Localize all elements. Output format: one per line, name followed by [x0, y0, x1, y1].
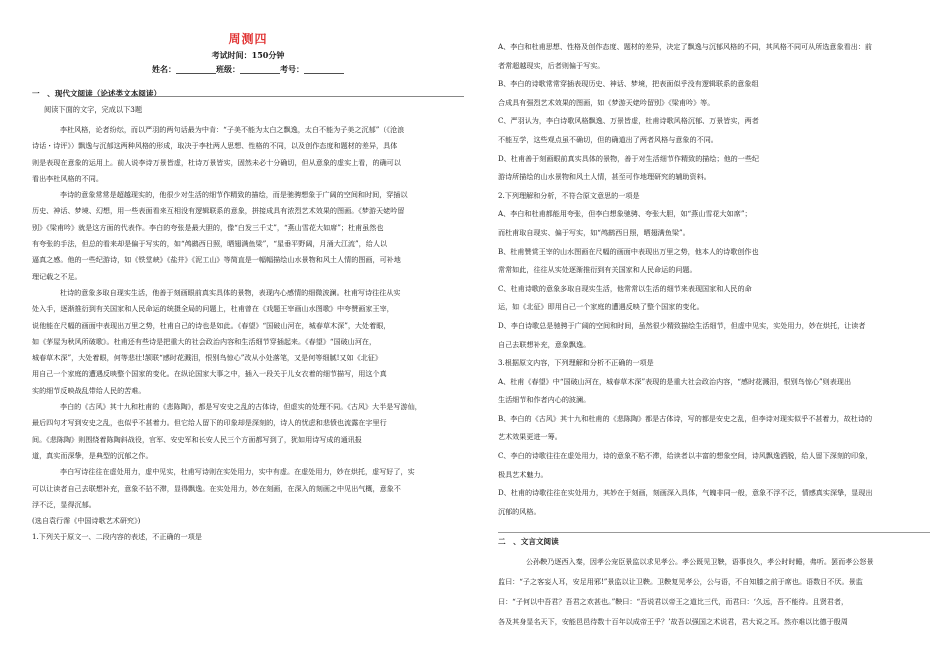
text-line: 处入手，逐渐推衍到有关国家和人民命运的统摄全局的问题上，杜甫曾在《戏题王宰画山水图歌》中夸赞画家王宰，: [32, 304, 394, 314]
text-line: 历史、神话、梦境、幻想，用一些表面看来互相没有逻辑联系的意象，拼接成具有浓烈艺术效果的图画。《梦游天姥吟留: [32, 206, 405, 216]
text-line: 监曰：“子之客妄人耳，安足用邪!”景监以让卫鞅。卫鞅复见孝公，公与语，不自知膝之前于席也。语数日不厌。景监: [498, 577, 863, 586]
section-heading-reading: 一 、现代文阅读（论述类文本阅读）: [32, 89, 162, 98]
text-line: 道，真实而深挚，是典型的沉郁之作。: [32, 450, 153, 460]
text-line: 合成具有强烈艺术效果的图画，如《梦游天姥吟留别》《梁甫吟》等。: [498, 97, 715, 107]
text-line: 间。《悲陈陶》则围绕着陈陶斜战役，官军、安史军和长安人民三个方面都写到了，犹如用诗写成的通讯报: [32, 434, 362, 444]
text-line: 诗话・诗评》）飘逸与沉郁这两种风格的形成，取决于李杜两人思想、性格的不同，以及创作态度和题材的差异，具体: [32, 141, 398, 151]
text-line: 别》《梁甫吟》就是这方面的代表作。李白的夸张是最大胆的，像“白发三千丈”，“燕山雪花大如席”；杜甫虽然也: [32, 222, 384, 232]
text-line: 看出李杜风格的不同。: [32, 173, 103, 183]
text-line: D、杜甫的诗歌往往在实处用力，其妙在于刻画，刻画深入具体，气魄非同一般，意象不浮不泛，情感真实深挚，显现出: [498, 488, 873, 498]
text-line: 用自己一个家庭的遭遇反映整个国家的变化。在纵论国家大事之中，插入一段关于儿女衣着的细节描写，用这个真: [32, 369, 387, 379]
text-line: 不能互学，这些观点虽不确切，但的确道出了两者风格与意象的不同。: [498, 134, 718, 144]
text-line: A、李白和杜甫都能用夸张，但李白想象驰骋、夸张大胆，如“燕山雪花大如席”；: [498, 209, 752, 219]
text-line: 逼真之感。他的一些纪游诗，如《铁堂峡》《盐井》《泥工山》等简直是一幅幅描绘山水景物和风土人情的图画，可补地: [32, 255, 401, 265]
exam-time: 考试时间：150分钟: [211, 50, 285, 60]
text-line: 如《茅屋为秋风所破歌》。杜甫还有些诗是把重大的社会政治内容和生活细节穿插起来。《春望》“国破山河在，: [32, 336, 377, 346]
text-line: 浮不泛，显得沉郁。: [32, 499, 96, 509]
text-line: C、李白的诗歌往往在虚处用力，诗的意象不粘不滞，给读者以丰富的想象空间，诗风飘逸洒脱，给人留下深刻的印象，: [498, 451, 873, 461]
text-line: 则是表现在意象的运用上。前人说李诗万景皆虚，杜诗万景皆实，固然未必十分确切，但从意象的虚实上看，的确可以: [32, 157, 401, 167]
text-line: 李白写诗往往在虚处用力，虚中见实，杜甫写诗则在实处用力，实中有虚。在虚处用力，妙在烘托，虚写好了，实: [60, 467, 415, 477]
text-line: 2.下列理解和分析，不符合原文意思的一项是: [498, 190, 640, 200]
text-line: D、李白诗歌总是驰骋于广阔的空间和时间，虽然很少精致描绘生活细节，但虚中见实，实处用力，妙在烘托，让读者: [498, 320, 866, 330]
text-line: (选自袁行霈《中国诗歌艺术研究》): [32, 516, 141, 526]
text-line: 李诗的意象常常是超越现实的，他很少对生活的细节作精致的描绘，而是驰骋想象于广阔的空间和时间，穿插以: [60, 190, 408, 200]
text-line: 李白的《古风》其十九和杜甫的《悲陈陶》，都是写安史之乱的古体诗，但虚实的处理不同。《古风》大半是写游仙，: [60, 402, 422, 412]
text-line: D、杜甫善于刻画眼前真实具体的景物，善于对生活细节作精致的描绘；他的一些纪: [498, 153, 760, 163]
text-line: 说他能在尺幅的画面中表现出万里之势，杜甫自己的诗也是如此。《春望》“国破山河在，城春草木深”，大处着眼，: [32, 320, 391, 330]
text-line: 各及其身显名天下，安能邑邑待数十百年以成帝王乎？’故吾以强国之术说君，君大说之耳。然亦难以比德于殷周: [498, 617, 848, 626]
text-line: 最后四句才写到安史之乱，也似乎不甚着力。但它给人留下的印象却是深刻的，诗人的忧虑和悲愤也流露在字里行: [32, 418, 387, 428]
intro-text: 阅读下面的文字，完成以下3题: [44, 105, 143, 114]
reading-intro: [44, 103, 464, 116]
paper-title: 周测四: [228, 32, 268, 46]
student-info-line: 姓名：__________班级：__________考号：__________: [152, 64, 344, 74]
text-line: 有夸张的手法，但总的看来却是偏于写实的，如“鸬鹚西日照，晒翅满鱼梁”，“星垂平野阔，月涌大江流”，给人以: [32, 239, 388, 249]
section-divider: [76, 96, 464, 97]
text-line: B、李白的诗歌常常穿插表现历史、神话、梦境，把表面似乎没有逻辑联系的意象组: [498, 79, 759, 89]
text-line: 者常超越现实，后者则偏于写实。: [498, 60, 605, 70]
text-line: 艺术效果更进一筹。: [498, 432, 562, 442]
text-line: B、杜甫赞赏王宰的山水图画在尺幅的画面中表现出万里之势，他本人的诗歌创作也: [498, 246, 759, 256]
text-line: 生活细节和作者内心的波澜。: [498, 395, 591, 405]
text-line: 1.下列关于原文一、二段内容的表述，不正确的一项是: [32, 532, 202, 542]
text-line: 城春草木深”，大处着眼，何等悲壮!颔联“感时花溅泪，恨别鸟惊心”改从小处落笔，又是何等细腻!又如《北征》: [32, 353, 382, 363]
text-line: 公孙鞅乃逐西入秦，因孝公宠臣景监以求见孝公。孝公既见卫鞅，语事良久，孝公时时睡，弗听。罢而孝公怒景: [526, 557, 874, 566]
text-line: B、李白的《古风》其十九和杜甫的《悲陈陶》都是古体诗，写的都是安史之乱，但李诗对现实似乎不甚着力，故杜诗的: [498, 413, 873, 423]
text-line: 游诗所描绘的山水景物和风土人情，甚至可作地理研究的辅助资料。: [498, 172, 711, 182]
text-line: 常常如此，往往从实处逐渐推衍到有关国家和人民命运的问题。: [498, 265, 697, 275]
text-line: 而杜甫取自现实、偏于写实，如“鸬鹚西日照，晒翅满鱼梁”。: [498, 227, 690, 237]
text-line: 沉郁的风格。: [498, 506, 541, 516]
text-line: A、杜甫《春望》中“国破山河在，城春草木深”表现的是重大社会政治内容，“感时花溅泪，恨别鸟惊心”则表现出: [498, 376, 852, 386]
text-line: 曰：“子何以中吾君？吾君之欢甚也。”鞅曰：“吾说君以帝王之道比三代，而君曰：‘久远，吾不能待。且贤君者，: [498, 597, 849, 606]
text-line: A、李白和杜甫思想、性格及创作态度、题材的差异，决定了飘逸与沉郁风格的不同，其风格不同可从所选意象看出：前: [498, 42, 872, 51]
text-line: 李杜风格，论者纷纭，而以严羽的两句话最为中肯：“子美不能为太白之飘逸，太白不能为子美之沉郁”（《沧浪: [60, 125, 405, 134]
classical-passage: [498, 552, 930, 632]
text-line: 运，如《北征》即用自己一个家庭的遭遇反映了整个国家的变化。: [498, 302, 704, 312]
text-line: 实的细节反映战乱带给人民的苦难。: [32, 385, 146, 395]
text-line: 3.根据原文内容，下列理解和分析不正确的一项是: [498, 358, 654, 368]
text-line: C、严羽认为，李白诗歌风格飘逸、万景皆虚，杜甫诗歌风格沉郁、万景皆实，两者: [498, 116, 759, 126]
questions-text: [498, 38, 930, 521]
section-heading-classical: 二 、文言文阅读: [498, 537, 559, 546]
text-line: 可以让读者自己去联想补充，意象不拈不滞，显得飘逸。在实处用力，妙在刻画，在深入的刻画之中见出气概，意象不: [32, 483, 401, 493]
text-line: 杜诗的意象多取自现实生活，他善于刻画眼前真实具体的景物，表现内心感情的细微波澜。杜甫写诗往往从实: [60, 287, 401, 297]
text-line: 极具艺术魅力。: [498, 469, 548, 479]
section-divider-right: [498, 532, 930, 533]
text-line: 自己去联想补充，意象飘逸。: [498, 339, 591, 349]
passage-text: [32, 122, 464, 546]
text-line: C、杜甫诗歌的意象多取自现实生活，他常常以生活的细节来表现国家和人民的命: [498, 283, 752, 293]
text-line: 理记载之不足。: [32, 271, 82, 281]
